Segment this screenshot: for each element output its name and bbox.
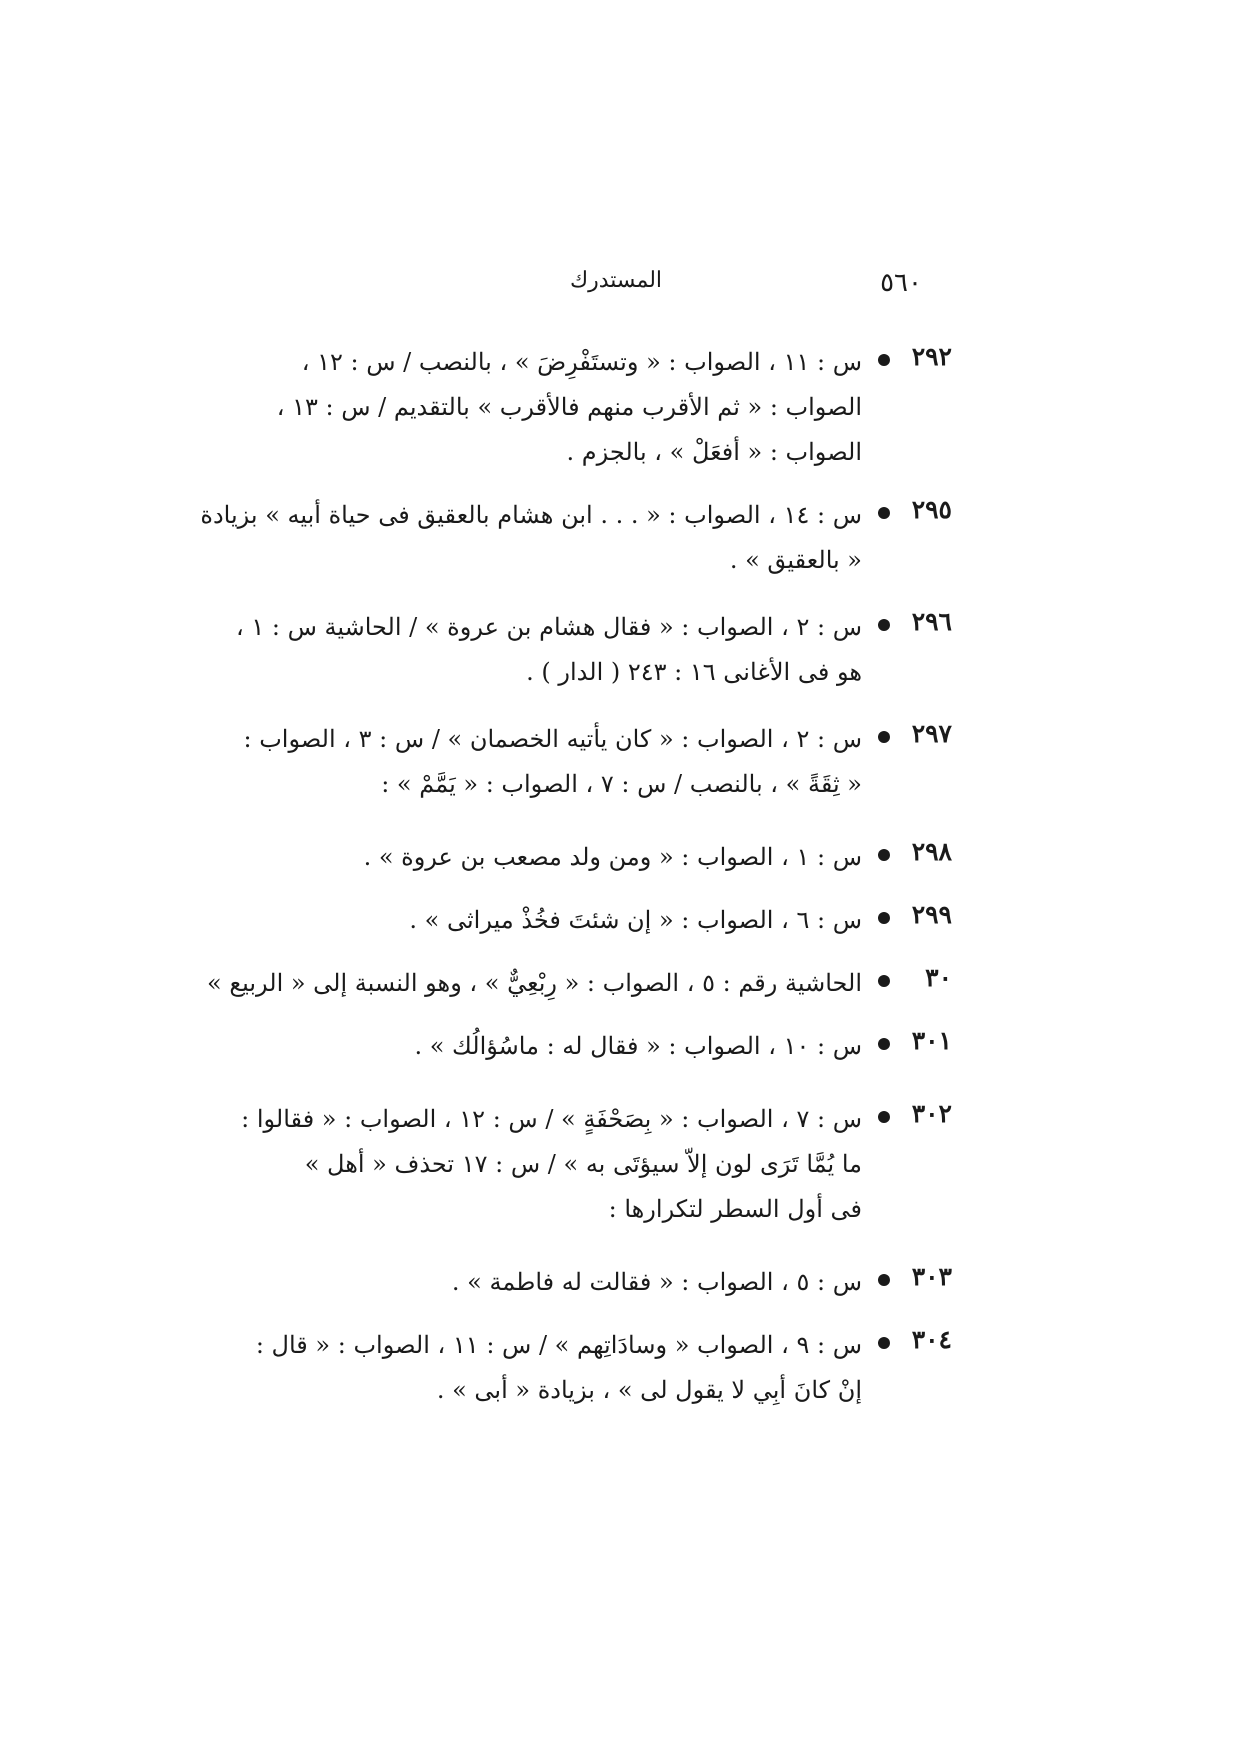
entry-number: ٣٠٣ [911, 1262, 952, 1291]
entry-line: س : ٩ ، الصواب « وسادَاتِهم » / س : ١١ ، الصواب : « قال : [255, 1331, 862, 1359]
entry-text [200, 493, 862, 583]
errata-entry [235, 605, 952, 695]
entry-number: ٢٩٦ [911, 607, 952, 636]
errata-entry [207, 961, 952, 1006]
errata-entry [200, 493, 952, 583]
entry-number: ٢٩٨ [911, 837, 952, 866]
bullet-icon [878, 1111, 890, 1123]
entry-number: ٣٠٢ [911, 1099, 952, 1128]
entry-line: س : ٧ ، الصواب : « بِصَحْفَةٍ » / س : ١٢ ، الصواب : « فقالوا : [241, 1105, 862, 1133]
entry-line: س : ١٤ ، الصواب : « . . . ابن هشام بالعقيق فى حياة أبيه » بزيادة [200, 501, 862, 529]
entry-line: س : ١١ ، الصواب : « وتستَفْرِضَ » ، بالنصب / س : ١٢ ، [301, 348, 862, 376]
bullet-icon [878, 1038, 890, 1050]
errata-entry [243, 717, 952, 807]
entry-text [280, 898, 862, 943]
bullet-icon [878, 975, 890, 987]
entry-line: « بالعقيق » . [729, 546, 862, 574]
bullet-icon [878, 1337, 890, 1349]
running-head [280, 268, 952, 308]
entry-text [207, 961, 862, 1006]
entry-number: ٣٠ [925, 963, 952, 992]
entry-text [280, 1260, 862, 1305]
entry-line: هو فى الأغانى ١٦ : ٢٤٣ ( الدار ) . [526, 658, 862, 686]
entry-line: س : ١٠ ، الصواب : « فقال له : ماسُؤالُك » . [414, 1032, 862, 1060]
bullet-icon [878, 1274, 890, 1286]
bullet-icon [878, 619, 890, 631]
errata-list [200, 340, 952, 1433]
entry-line: إنْ كانَ أبِي لا يقول لى » ، بزيادة « أبى » . [436, 1376, 862, 1404]
entry-text [280, 835, 862, 880]
entry-text [243, 717, 862, 807]
bullet-icon [878, 849, 890, 861]
entry-line: س : ٦ ، الصواب : « إن شئتَ فخُذْ ميراثى » . [409, 906, 862, 934]
entry-text [235, 605, 862, 695]
bullet-icon [878, 354, 890, 366]
entry-line: الصواب : « أفعَلْ » ، بالجزم . [566, 438, 862, 466]
entry-number: ٢٩٥ [911, 495, 952, 524]
entry-line: الحاشية رقم : ٥ ، الصواب : « رِبْعِيٌّ » ، وهو النسبة إلى « الربيع » [207, 969, 862, 997]
entry-text [255, 1323, 862, 1413]
entry-line: س : ٢ ، الصواب : « كان يأتيه الخصمان » / س : ٣ ، الصواب : [243, 725, 862, 753]
entry-number: ٣٠١ [911, 1026, 952, 1055]
entry-text [276, 340, 862, 475]
errata-entry [255, 1323, 952, 1413]
entry-number: ٣٠٤ [911, 1325, 952, 1354]
bullet-icon [878, 507, 890, 519]
entry-line: ما يُمَّا تَرَى لون إلاّ سيؤتَى به » / س : ١٧ تحذف « أهل » [304, 1150, 862, 1178]
errata-entry [280, 835, 952, 880]
errata-entry [280, 1260, 952, 1305]
entry-number: ٢٩٧ [911, 719, 952, 748]
entry-line: فى أول السطر لتكرارها : [608, 1195, 862, 1223]
errata-entry [276, 340, 952, 475]
errata-entry [280, 1024, 952, 1069]
entry-line: س : ٢ ، الصواب : « فقال هشام بن عروة » / الحاشية س : ١ ، [235, 613, 862, 641]
bullet-icon [878, 912, 890, 924]
entry-line: الصواب : « ثم الأقرب منهم فالأقرب » بالتقديم / س : ١٣ ، [276, 393, 862, 421]
section-title: المستدرك [569, 268, 663, 293]
errata-entry [241, 1097, 952, 1232]
entry-number: ٢٩٢ [911, 342, 952, 371]
entry-number: ٢٩٩ [911, 900, 952, 929]
entry-line: س : ١ ، الصواب : « ومن ولد مصعب بن عروة » . [363, 843, 862, 871]
bullet-icon [878, 731, 890, 743]
entry-line: س : ٥ ، الصواب : « فقالت له فاطمة » . [451, 1268, 862, 1296]
errata-entry [280, 898, 952, 943]
page-number: ٥٦٠ [880, 268, 922, 298]
entry-line: « ثِقَةً » ، بالنصب / س : ٧ ، الصواب : « يَمَّمْ » : [381, 770, 862, 798]
entry-text [241, 1097, 862, 1232]
entry-text [280, 1024, 862, 1069]
